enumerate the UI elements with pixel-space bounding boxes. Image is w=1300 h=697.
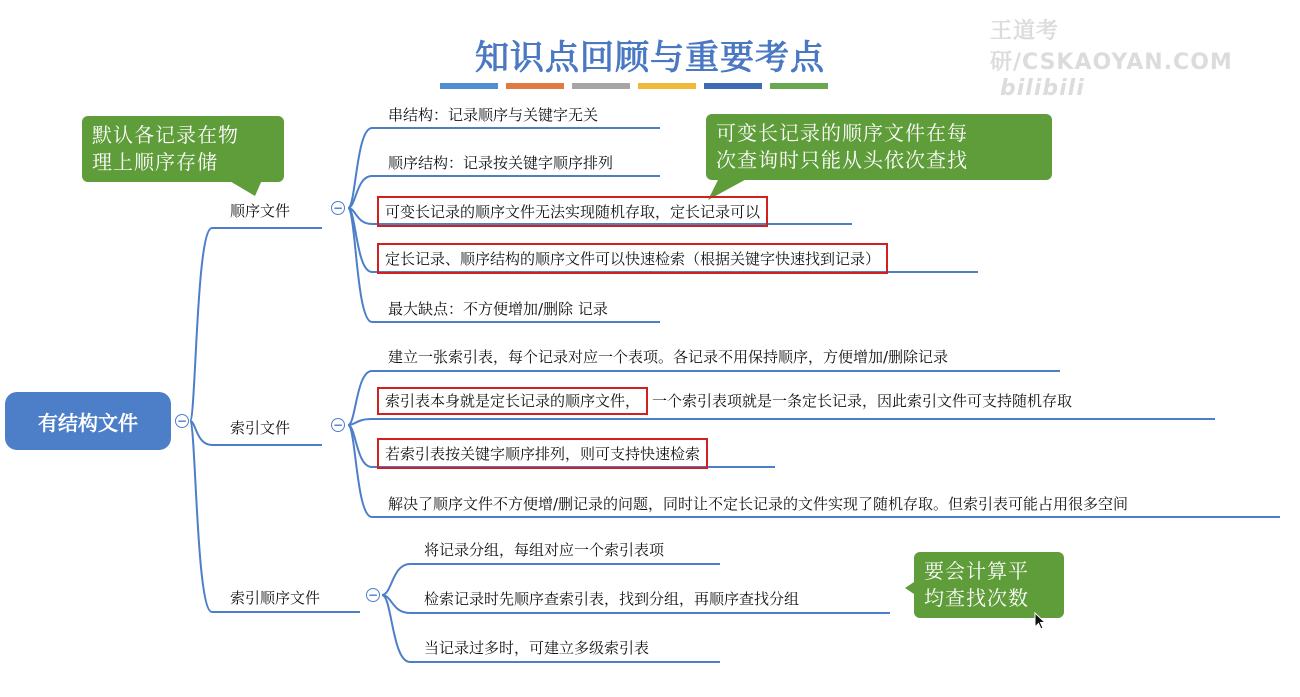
list-item: 最大缺点：不方便增加/删除 记录 [388, 300, 608, 318]
title-bar-segment [440, 83, 498, 89]
callout-line: 理上顺序存储 [92, 150, 218, 174]
callout-variable-length [706, 114, 1052, 180]
callout-tail-physical [228, 180, 262, 196]
branch-indexed-sequential-collapse-toggle[interactable]: − [367, 588, 379, 602]
branch-index-file[interactable]: 索引文件 [230, 419, 291, 437]
connector-root-indexseq [190, 421, 212, 612]
watermark-text: 王道考研/CSKAOYAN.COM [990, 19, 1233, 75]
page-title: 知识点回顾与重要考点 [475, 38, 825, 78]
callout-line: 要会计算平 [924, 559, 1029, 583]
callout-line: 可变长记录的顺序文件在每 [716, 121, 968, 145]
callout-line: 次查询时只能从头依次查找 [716, 148, 968, 172]
bilibili-logo: bilibili [1000, 76, 1085, 101]
title-bar-segment [638, 83, 696, 89]
list-item [377, 390, 1072, 411]
connector-root-index [190, 421, 212, 445]
title-bar-segment [506, 83, 564, 89]
root-node[interactable] [5, 392, 171, 450]
branch-indexed-sequential-file[interactable]: 索引顺序文件 [230, 589, 321, 607]
branch-sequential-collapse-toggle[interactable]: − [332, 201, 344, 215]
watermark [990, 14, 1300, 101]
list-item: 建立一张索引表，每个记录对应一个表项。各记录不用保持顺序，方便增加/删除记录 [388, 348, 949, 366]
branch-index-collapse-toggle[interactable]: − [332, 418, 344, 432]
connector-root-sequential [190, 228, 212, 421]
root-collapse-toggle[interactable]: − [176, 414, 188, 428]
root-label: 有结构文件 [38, 410, 138, 435]
branch-sequential-file[interactable]: 顺序文件 [230, 202, 291, 220]
list-item-rest: 一个索引表项就是一条定长记录，因此索引文件可支持随机存取 [652, 392, 1073, 410]
title-bar-segment [572, 83, 630, 89]
callout-line: 均查找次数 [924, 586, 1029, 610]
list-item: 当记录过多时，可建立多级索引表 [424, 639, 650, 657]
list-item-highlighted-part: 索引表本身就是定长记录的顺序文件， [377, 387, 648, 415]
list-item-highlighted: 定长记录、顺序结构的顺序文件可以快速检索（根据关键字快速找到记录） [377, 243, 888, 274]
callout-average-search [914, 552, 1064, 618]
list-item: 解决了顺序文件不方便增/删记录的问题，同时让不定长记录的文件实现了随机存取。但索引表可能占用很多空间 [388, 495, 1129, 513]
list-item-highlighted: 若索引表按关键字顺序排列，则可支持快速检索 [377, 438, 708, 469]
mouse-cursor-icon [1034, 612, 1046, 630]
callout-line: 默认各记录在物 [92, 123, 239, 147]
list-item: 顺序结构：记录按关键字顺序排列 [388, 154, 614, 172]
list-item: 将记录分组，每组对应一个索引表项 [424, 541, 665, 559]
title-bar-segment [704, 83, 762, 89]
list-item-highlighted: 可变长记录的顺序文件无法实现随机存取，定长记录可以 [377, 196, 768, 227]
list-item: 检索记录时先顺序查索引表，找到分组，再顺序查找分组 [424, 590, 800, 608]
callout-physical-order [82, 116, 284, 182]
title-bar-segment [770, 83, 828, 89]
list-item: 串结构：记录顺序与关键字无关 [388, 106, 599, 124]
